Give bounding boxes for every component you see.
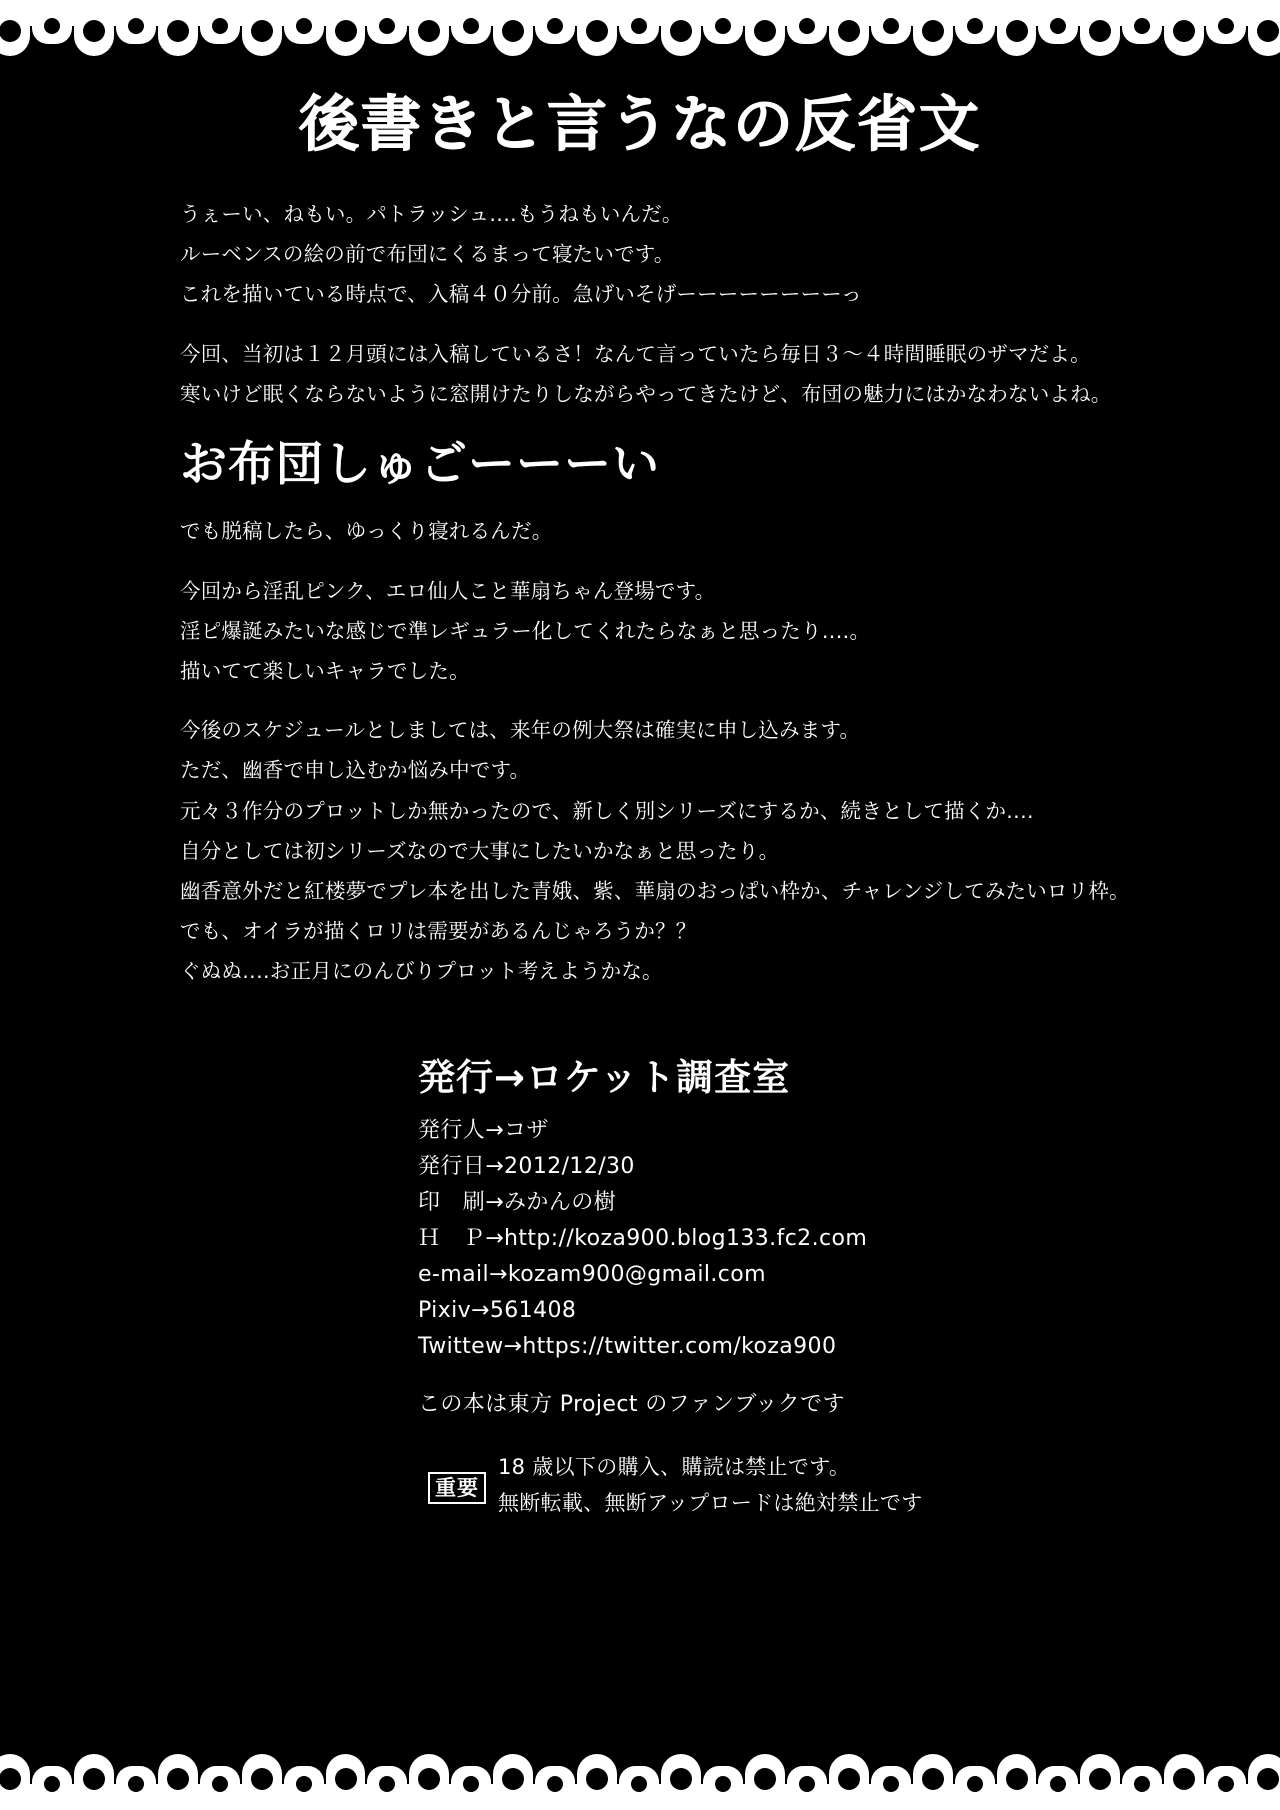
paragraph-4 <box>180 575 1100 689</box>
colophon-publisher: 発行→ロケット調査室 <box>418 1055 791 1099</box>
shout-heading: お布団しゅごーーーい <box>180 437 660 493</box>
paragraph-2 <box>180 338 1112 411</box>
warning-line-1: 18 歳以下の購入、購読は禁止です。 <box>498 1455 851 1480</box>
colophon-homepage[interactable]: Ｈ Ｐ→http://koza900.blog133.fc2.com <box>418 1225 868 1251</box>
warning-block <box>418 1452 1100 1523</box>
colophon-author: 発行人→コザ <box>418 1117 549 1143</box>
colophon-twitter[interactable]: Twittew→https://twitter.com/koza900 <box>418 1334 837 1360</box>
warning-text <box>498 1452 923 1523</box>
lace-border-top <box>0 0 1280 58</box>
paragraph-5-line-2: ただ、幽香で申し込むか悩み中です。 <box>180 758 531 783</box>
lace-scallops-top <box>0 14 1280 56</box>
lace-scallops-bottom <box>0 1754 1280 1796</box>
paragraph-5-line-1: 今後のスケジュールとしましては、来年の例大祭は確実に申し込みます。 <box>180 718 861 743</box>
paragraph-5-line-5: 幽香意外だと紅楼夢でプレ本を出した青娥、紫、華扇のおっぱい枠か、チャレンジしてみたいロリ枠。 <box>180 879 1130 904</box>
paragraph-1-line-3: これを描いている時点で、入稿４０分前。急げいそげーーーーーーーーっ <box>180 282 862 307</box>
paragraph-2-line-1: 今回、当初は１２月頭には入稿しているさ！なんて言っていたら毎日３～４時間睡眠のザマだよ。 <box>180 341 1091 366</box>
paragraph-4-line-2: 淫ピ爆誕みたいな感じで準レギュラー化してくれたらなぁと思ったり‥‥。 <box>180 618 871 643</box>
paragraph-5 <box>180 714 1130 988</box>
colophon-date: 発行日→2012/12/30 <box>418 1153 635 1179</box>
paragraph-1 <box>180 198 1100 312</box>
colophon-note: この本は東方 Project のファンブックです <box>418 1392 845 1418</box>
paragraph-5-line-6: でも、オイラが描くロリは需要があるんじゃろうか？？ <box>180 919 697 944</box>
colophon-pixiv[interactable]: Pixiv→561408 <box>418 1298 577 1324</box>
page-content <box>0 70 1280 1523</box>
paragraph-4-line-1: 今回から淫乱ピンク、エロ仙人こと華扇ちゃん登場です。 <box>180 578 716 603</box>
paragraph-3-line-1: でも脱稿したら、ゆっくり寝れるんだ。 <box>180 519 553 544</box>
paragraph-1-line-1: うぇーい、ねもい。パトラッシュ‥‥もうねもいんだ。 <box>180 202 683 226</box>
afterword-body <box>180 198 1130 989</box>
lace-border-bottom <box>0 1752 1280 1810</box>
warning-line-2: 無断転載、無断アップロードは絶対禁止です <box>498 1490 923 1515</box>
colophon-printer: 印 刷→みかんの樹 <box>418 1189 617 1215</box>
paragraph-2-line-2: 寒いけど眠くならないように窓開けたりしながらやってきたけど、布団の魅力にはかなわないよね。 <box>180 381 1112 406</box>
paragraph-3 <box>180 515 1100 548</box>
colophon <box>180 1047 1100 1523</box>
paragraph-1-line-2: ルーベンスの絵の前で布団にくるまって寝たいです。 <box>180 242 675 267</box>
paragraph-5-line-7: ぐぬぬ‥‥お正月にのんびりプロット考えようかな。 <box>180 959 663 984</box>
paragraph-5-line-4: 自分としては初シリーズなので大事にしたいかなぁと思ったり。 <box>180 838 780 863</box>
warning-badge: 重要 <box>428 1472 486 1504</box>
page-title: 後書きと言うなの反省文 <box>299 90 981 160</box>
paragraph-5-line-3: 元々３作分のプロットしか無かったので、新しく別シリーズにするか、続きとして描くか‥‥ <box>180 798 1034 823</box>
colophon-email[interactable]: e-mail→kozam900@gmail.com <box>418 1261 766 1287</box>
paragraph-4-line-3: 描いてて楽しいキャラでした。 <box>180 659 470 684</box>
